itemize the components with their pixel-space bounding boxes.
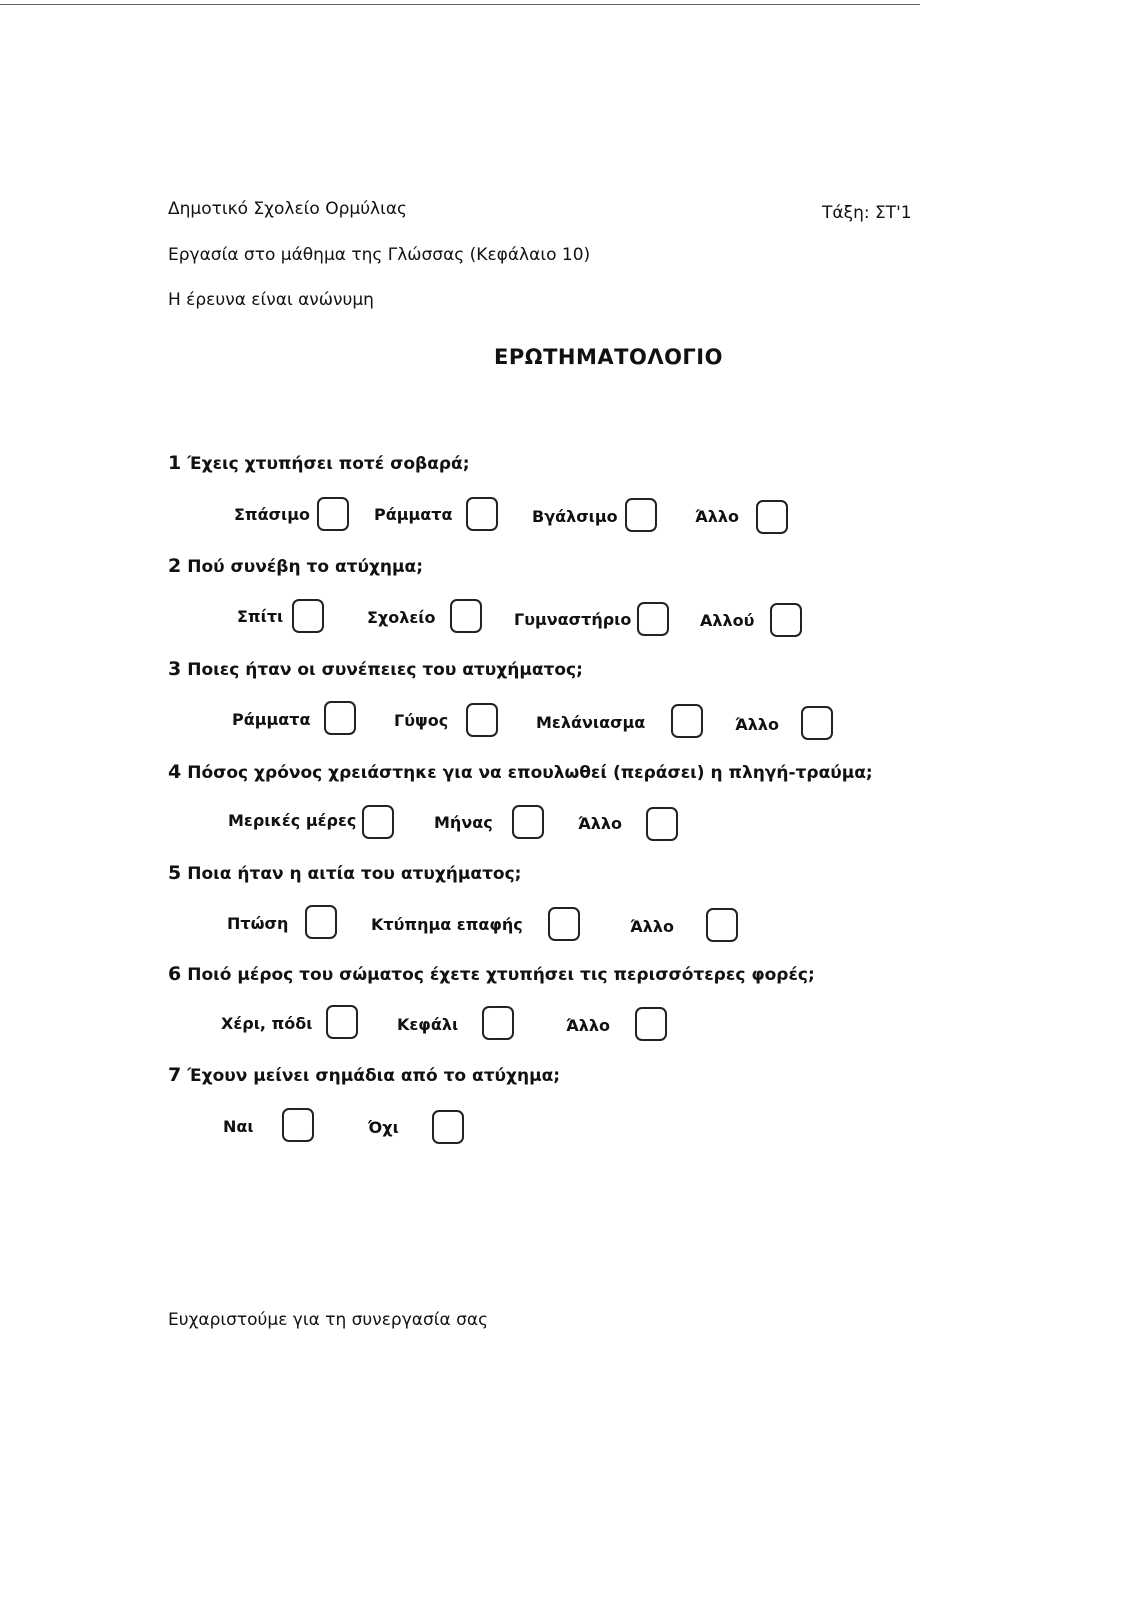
question-number: 2 <box>168 555 182 577</box>
option-label: Γυμναστήριο <box>514 610 632 629</box>
question-number: 7 <box>168 1064 182 1086</box>
option-label: Άλλο <box>566 1016 610 1035</box>
option-label: Σπάσιμο <box>234 505 311 524</box>
checkbox-q5-opt3[interactable] <box>706 908 738 942</box>
option-label: Κτύπημα επαφής <box>371 915 523 934</box>
option-label: Πτώση <box>227 914 289 933</box>
page-title: ΕΡΩΤΗΜΑΤΟΛΟΓΙΟ <box>494 345 723 369</box>
question-number: 3 <box>168 658 182 680</box>
scan-top-line <box>0 4 920 5</box>
option-label: Άλλο <box>695 507 739 526</box>
option-label: Γύψος <box>394 711 449 730</box>
question-number: 4 <box>168 761 182 783</box>
option-label: Άλλο <box>735 715 779 734</box>
option-label: Ναι <box>223 1117 254 1136</box>
question-number: 5 <box>168 862 182 884</box>
question-text: Πόσος χρόνος χρειάστηκε για να επουλωθεί (περάσει) η πληγή-τραύμα; <box>187 763 873 783</box>
question-6 <box>168 963 815 985</box>
option-label: Χέρι, πόδι <box>221 1014 313 1033</box>
thank-you-note: Ευχαριστούμε για τη συνεργασία σας <box>168 1310 489 1330</box>
question-text: Έχουν μείνει σημάδια από το ατύχημα; <box>187 1066 561 1086</box>
question-number: 6 <box>168 963 182 985</box>
option-label: Άλλο <box>578 814 622 833</box>
option-label: Αλλού <box>700 611 755 630</box>
question-text: Έχεις χτυπήσει ποτέ σοβαρά; <box>187 454 470 474</box>
option-label: Όχι <box>368 1118 399 1137</box>
option-label: Μερικές μέρες <box>228 811 357 830</box>
checkbox-q3-opt3[interactable] <box>671 704 703 738</box>
checkbox-q7-opt2[interactable] <box>432 1110 464 1144</box>
question-text: Ποιό μέρος του σώματος έχετε χτυπήσει τις περισσότερες φορές; <box>187 965 815 985</box>
question-text: Ποια ήταν η αιτία του ατυχήματος; <box>187 864 522 884</box>
option-label: Βγάλσιμο <box>532 507 618 526</box>
checkbox-q1-opt2[interactable] <box>466 497 498 531</box>
option-label: Ράμματα <box>232 710 311 729</box>
question-number: 1 <box>168 452 182 474</box>
question-2 <box>168 555 423 577</box>
question-1 <box>168 452 470 474</box>
checkbox-q5-opt1[interactable] <box>305 905 337 939</box>
checkbox-q2-opt1[interactable] <box>292 599 324 633</box>
checkbox-q7-opt1[interactable] <box>282 1108 314 1142</box>
checkbox-q2-opt2[interactable] <box>450 599 482 633</box>
option-label: Σπίτι <box>237 607 284 626</box>
checkbox-q6-opt1[interactable] <box>326 1005 358 1039</box>
assignment-line: Εργασία στο μάθημα της Γλώσσας (Κεφάλαιο 10) <box>168 245 591 265</box>
checkbox-q2-opt3[interactable] <box>637 602 669 636</box>
school-name: Δημοτικό Σχολείο Ορμύλιας <box>168 199 408 219</box>
checkbox-q4-opt3[interactable] <box>646 807 678 841</box>
checkbox-q3-opt1[interactable] <box>324 701 356 735</box>
option-label: Μελάνιασμα <box>536 713 646 732</box>
checkbox-q1-opt4[interactable] <box>756 500 788 534</box>
question-3 <box>168 658 583 680</box>
checkbox-q4-opt2[interactable] <box>512 805 544 839</box>
option-label: Κεφάλι <box>397 1015 459 1034</box>
checkbox-q1-opt3[interactable] <box>625 498 657 532</box>
option-label: Ράμματα <box>374 505 453 524</box>
class-label: Τάξη: ΣΤ'1 <box>822 203 912 223</box>
question-text: Ποιες ήταν οι συνέπειες του ατυχήματος; <box>187 660 583 680</box>
question-7 <box>168 1064 560 1086</box>
option-label: Άλλο <box>630 917 674 936</box>
question-5 <box>168 862 521 884</box>
option-label: Σχολείο <box>367 608 436 627</box>
question-4 <box>168 761 873 783</box>
checkbox-q3-opt4[interactable] <box>801 706 833 740</box>
checkbox-q4-opt1[interactable] <box>362 805 394 839</box>
checkbox-q6-opt3[interactable] <box>635 1007 667 1041</box>
checkbox-q3-opt2[interactable] <box>466 703 498 737</box>
checkbox-q5-opt2[interactable] <box>548 907 580 941</box>
checkbox-q1-opt1[interactable] <box>317 497 349 531</box>
option-label: Μήνας <box>434 813 493 832</box>
anonymous-note: Η έρευνα είναι ανώνυμη <box>168 290 374 310</box>
checkbox-q2-opt4[interactable] <box>770 603 802 637</box>
question-text: Πού συνέβη το ατύχημα; <box>187 557 424 577</box>
checkbox-q6-opt2[interactable] <box>482 1006 514 1040</box>
